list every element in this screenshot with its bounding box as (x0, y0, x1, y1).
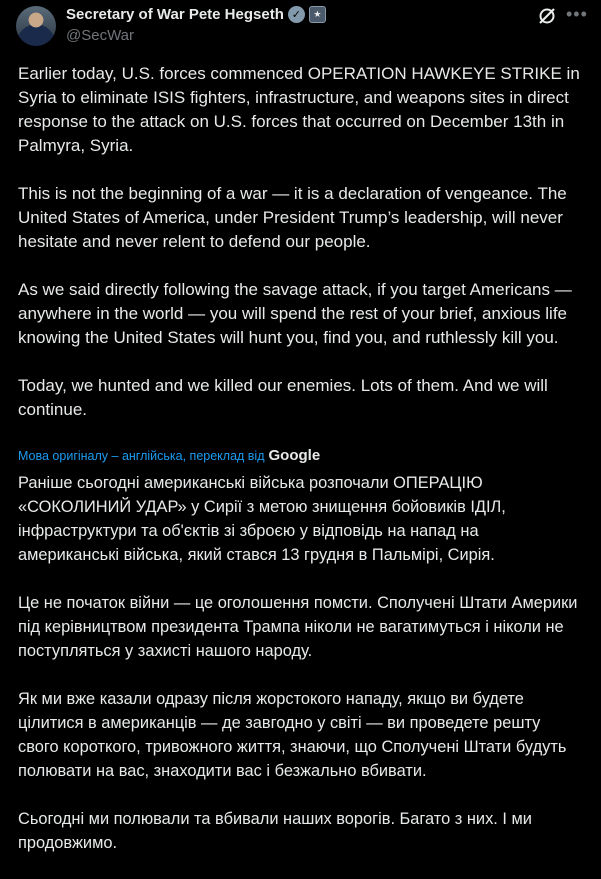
avatar[interactable] (16, 6, 56, 46)
tweet-paragraph: This is not the beginning of a war — it is a declaration of vengeance. The United States of America, under President Trump’s leadership, will never hesitate and never relent to defend our people. (18, 184, 567, 251)
verified-badge-icon[interactable]: ✓ (288, 6, 305, 23)
translated-paragraph: Сьогодні ми полювали та вбивали наших ворогів. Багато з них. І ми продовжимо. (18, 810, 532, 852)
tweet-paragraph: Today, we hunted and we killed our enemies. Lots of them. And we will continue. (18, 376, 548, 419)
author-handle[interactable]: @SecWar (66, 27, 135, 44)
more-icon[interactable]: ••• (566, 4, 588, 24)
tweet-paragraph: Earlier today, U.S. forces commenced OPERATION HAWKEYE STRIKE in Syria to eliminate ISIS fighters, infrastructure, and weapons sites in direct response to the attack on U.S. forces that occurred on December 13th in Palmyra, Syria. (18, 64, 580, 155)
tweet-paragraph: As we said directly following the savage attack, if you target Americans — anywhere in the world — you will spend the rest of your brief, anxious life knowing the United States will hunt you, find you, and ruthlessly kill you. (18, 280, 572, 347)
translated-paragraph: Це не початок війни — це оголошення помсти. Сполучені Штати Америки під керівництвом президента Трампа ніколи не вагатимуться і ніколи не поступляться у захисті нашого народу. (18, 594, 578, 660)
translated-text (18, 471, 584, 879)
government-badge-icon[interactable]: ★ (309, 6, 326, 23)
translated-paragraph: Раніше сьогодні американські війська розпочали ОПЕРАЦІЮ «СОКОЛИНИЙ УДАР» у Сирії з метою знищення бойовиків ІДІЛ, інфраструктури та об'єктів зі зброєю у відповідь на напад на американські війська, який стався 13 грудня в Пальмірі, Сирія. (18, 474, 506, 564)
grok-icon[interactable] (537, 6, 557, 26)
google-logo: Google (268, 447, 321, 464)
translation-notice[interactable] (18, 447, 320, 464)
tweet-text (18, 62, 584, 446)
author-name-row (66, 6, 326, 23)
author-name[interactable]: Secretary of War Pete Hegseth (66, 6, 284, 23)
translated-paragraph: Як ми вже казали одразу після жорстокого нападу, якщо ви будете цілитися в американців — де завгодно у світі — ви проведете решту свого короткого, тривожного життя, знаючи, що Сполучені Штати будуть полювати на вас, знаходити вас і безжально вбивати. (18, 690, 567, 780)
tweet-header (0, 0, 601, 56)
translation-notice-text[interactable]: Мова оригіналу – англійська, переклад від (18, 448, 265, 463)
